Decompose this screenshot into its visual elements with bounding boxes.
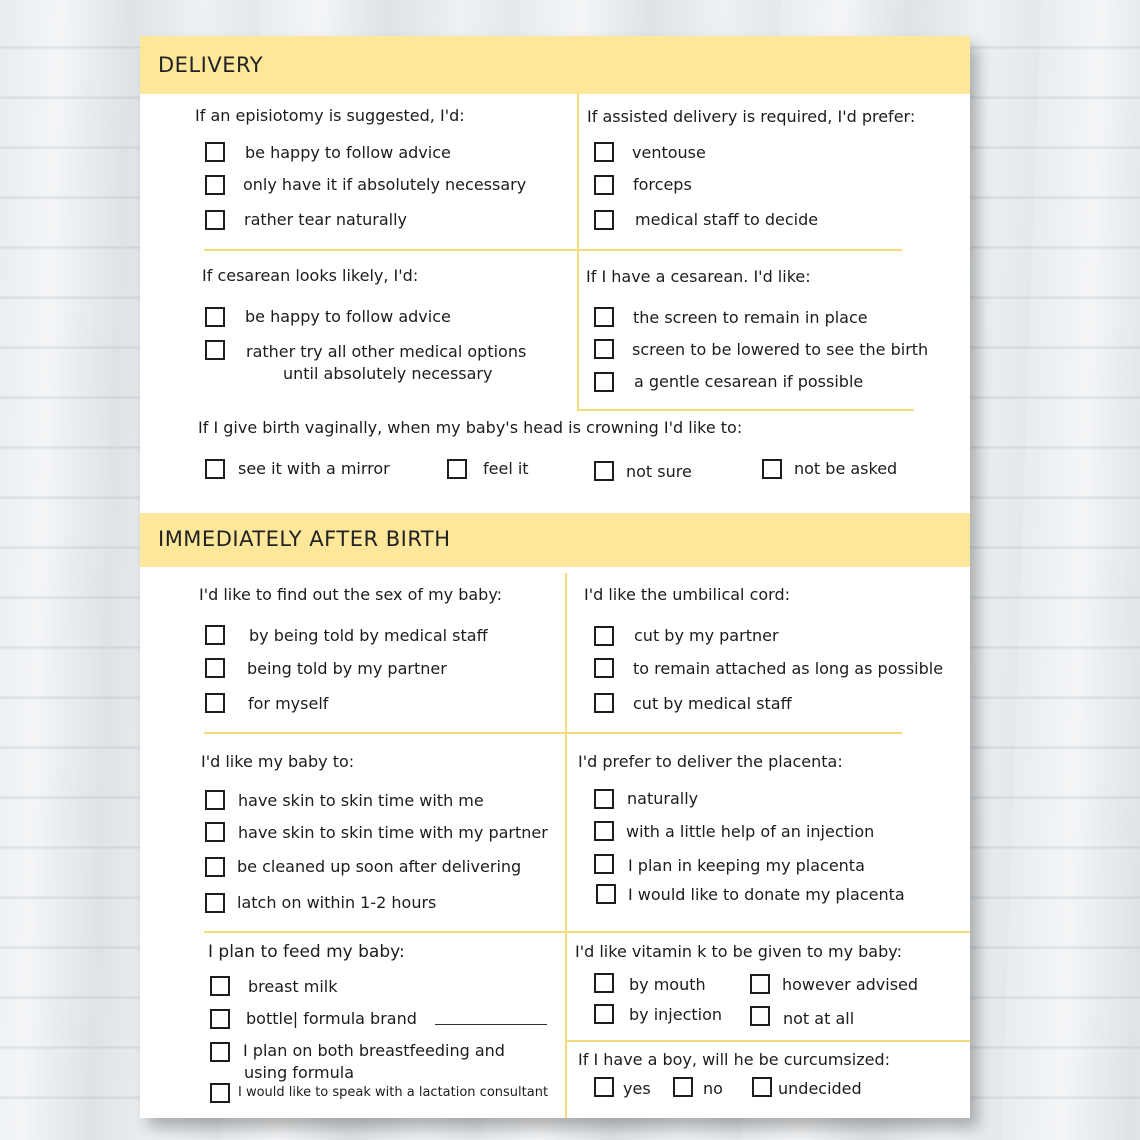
option-label: by mouth <box>629 975 706 994</box>
option-label: latch on within 1-2 hours <box>237 893 437 912</box>
checkbox-donate-placenta[interactable] <box>596 884 616 904</box>
option-label: rather try all other medical options <box>246 342 527 361</box>
option-label: yes <box>623 1079 651 1098</box>
option-label: be happy to follow advice <box>245 143 451 162</box>
option-label: no <box>703 1079 723 1098</box>
option-label: for myself <box>248 694 329 713</box>
question-cesarean-preferences: If I have a cesarean. I'd like: <box>586 267 811 286</box>
checkbox-by-mouth[interactable] <box>594 973 614 993</box>
option-label: not at all <box>783 1009 855 1028</box>
option-label: I would like to speak with a lactation consultant <box>238 1085 549 1100</box>
option-label: I plan on both breastfeeding and <box>243 1041 505 1060</box>
after-birth-title: IMMEDIATELY AFTER BIRTH <box>158 527 451 551</box>
checkbox-episiotomy-if-necessary[interactable] <box>205 175 225 195</box>
checkbox-episiotomy-follow-advice[interactable] <box>205 142 225 162</box>
question-assisted-delivery: If assisted delivery is required, I'd prefer: <box>587 107 916 126</box>
option-label: the screen to remain in place <box>633 308 868 327</box>
checkbox-episiotomy-tear-naturally[interactable] <box>205 210 225 230</box>
checkbox-circumcision-undecided[interactable] <box>752 1077 772 1097</box>
option-label: by being told by medical staff <box>249 626 488 645</box>
question-crowning: If I give birth vaginally, when my baby's head is crowning I'd like to: <box>198 418 743 437</box>
option-label: rather tear naturally <box>244 210 407 229</box>
option-label: being told by my partner <box>247 659 447 678</box>
divider <box>577 94 579 410</box>
option-label: not be asked <box>794 459 898 478</box>
question-cesarean-likely: If cesarean looks likely, I'd: <box>202 266 419 285</box>
option-label: by injection <box>629 1005 723 1024</box>
checkbox-by-injection[interactable] <box>594 1004 614 1024</box>
option-label: with a little help of an injection <box>626 822 875 841</box>
question-vitamin-k: I'd like vitamin k to be given to my baby: <box>575 942 902 961</box>
option-label: not sure <box>626 462 692 481</box>
option-label: have skin to skin time with my partner <box>238 823 548 842</box>
option-label: I plan in keeping my placenta <box>628 856 865 875</box>
formula-brand-line[interactable] <box>435 1024 547 1025</box>
delivery-title: DELIVERY <box>158 53 264 77</box>
option-label: cut by my partner <box>634 626 779 645</box>
option-label: see it with a mirror <box>238 459 390 478</box>
option-label: screen to be lowered to see the birth <box>632 340 929 359</box>
checkbox-circumcision-yes[interactable] <box>594 1077 614 1097</box>
question-placenta: I'd prefer to deliver the placenta: <box>578 752 843 771</box>
checkbox-not-at-all[interactable] <box>750 1006 770 1026</box>
checkbox-told-by-staff[interactable] <box>205 625 225 645</box>
checkbox-for-myself[interactable] <box>205 693 225 713</box>
question-baby-sex: I'd like to find out the sex of my baby: <box>199 585 503 604</box>
option-label-continued: until absolutely necessary <box>283 364 493 383</box>
checkbox-cleaned-up[interactable] <box>205 857 225 877</box>
checkbox-not-sure[interactable] <box>594 461 614 481</box>
option-label: medical staff to decide <box>635 210 819 229</box>
checkbox-cut-by-staff[interactable] <box>594 693 614 713</box>
option-label: naturally <box>627 789 699 808</box>
option-label: feel it <box>483 459 529 478</box>
divider <box>204 249 902 251</box>
question-baby-to: I'd like my baby to: <box>201 752 355 771</box>
checkbox-ventouse[interactable] <box>594 142 614 162</box>
checkbox-told-by-partner[interactable] <box>205 658 225 678</box>
checkbox-forceps[interactable] <box>594 175 614 195</box>
option-label: I would like to donate my placenta <box>628 885 905 904</box>
option-label: breast milk <box>248 977 338 996</box>
divider <box>204 732 902 734</box>
checkbox-gentle-cesarean[interactable] <box>594 372 614 392</box>
option-label: only have it if absolutely necessary <box>243 175 527 194</box>
option-label: be cleaned up soon after delivering <box>237 857 522 876</box>
question-feeding: I plan to feed my baby: <box>208 942 405 962</box>
checkbox-lactation-consultant[interactable] <box>210 1083 230 1103</box>
divider <box>565 573 567 1118</box>
divider <box>204 931 970 933</box>
option-label: cut by medical staff <box>633 694 792 713</box>
checkbox-placenta-injection[interactable] <box>594 821 614 841</box>
question-episiotomy: If an episiotomy is suggested, I'd: <box>195 106 465 125</box>
option-label: have skin to skin time with me <box>238 791 484 810</box>
question-umbilical-cord: I'd like the umbilical cord: <box>584 585 790 604</box>
checkbox-cesarean-follow-advice[interactable] <box>205 307 225 327</box>
checkbox-screen-remain[interactable] <box>594 307 614 327</box>
delivery-header <box>140 36 970 94</box>
checkbox-skin-to-skin-me[interactable] <box>205 790 225 810</box>
checkbox-staff-decide[interactable] <box>594 210 614 230</box>
checkbox-breast-milk[interactable] <box>210 976 230 996</box>
checkbox-both-feeding[interactable] <box>210 1042 230 1062</box>
checkbox-screen-lowered[interactable] <box>594 339 614 359</box>
option-label: be happy to follow advice <box>245 307 451 326</box>
checkbox-latch-on[interactable] <box>205 893 225 913</box>
checkbox-cesarean-other-options[interactable] <box>205 340 225 360</box>
checkbox-circumcision-no[interactable] <box>673 1077 693 1097</box>
divider <box>577 409 914 411</box>
option-label-continued: using formula <box>244 1063 354 1082</box>
checkbox-placenta-naturally[interactable] <box>594 789 614 809</box>
checkbox-skin-to-skin-partner[interactable] <box>205 822 225 842</box>
checkbox-bottle-formula[interactable] <box>210 1009 230 1029</box>
checkbox-see-mirror[interactable] <box>205 459 225 479</box>
checkbox-however-advised[interactable] <box>750 974 770 994</box>
option-label: however advised <box>782 975 919 994</box>
option-label: ventouse <box>632 143 706 162</box>
checkbox-remain-attached[interactable] <box>594 658 614 678</box>
checkbox-not-be-asked[interactable] <box>762 459 782 479</box>
divider <box>565 1040 970 1042</box>
checkbox-cut-by-partner[interactable] <box>594 626 614 646</box>
option-label: forceps <box>633 175 692 194</box>
checkbox-feel-it[interactable] <box>447 459 467 479</box>
option-label: undecided <box>778 1079 862 1098</box>
option-label: to remain attached as long as possible <box>633 659 944 678</box>
question-circumcision: If I have a boy, will he be curcumsized: <box>578 1050 890 1069</box>
option-label: a gentle cesarean if possible <box>634 372 864 391</box>
checkbox-keep-placenta[interactable] <box>594 854 614 874</box>
option-label: bottle| formula brand <box>246 1009 417 1028</box>
